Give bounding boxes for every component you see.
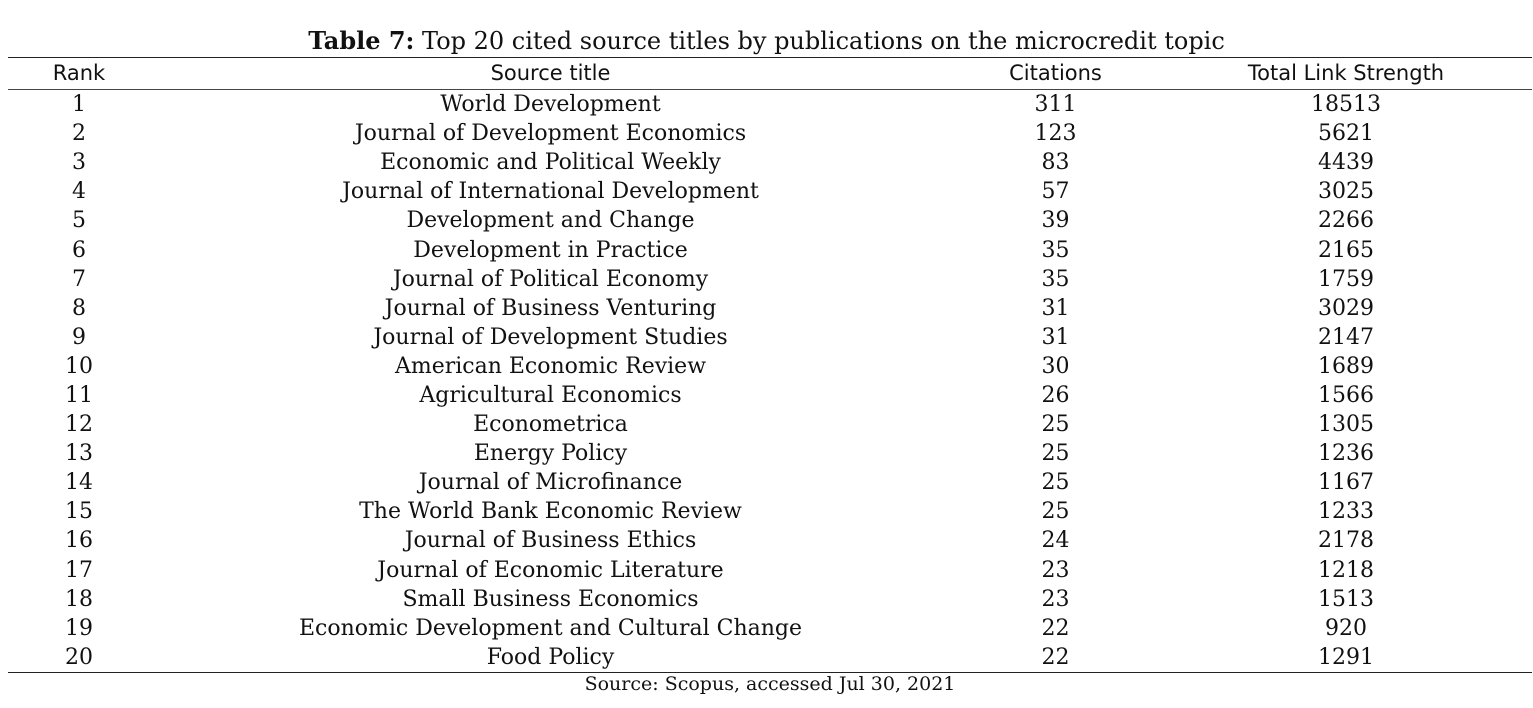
- cell-rank: 9: [72, 324, 86, 350]
- cell-source-title: Journal of Business Ethics: [404, 528, 697, 554]
- table-row: [8, 352, 1532, 381]
- table-row: [8, 468, 1532, 497]
- cell-citations: 22: [1041, 615, 1070, 641]
- cell-source-title: Journal of Microfinance: [418, 470, 683, 496]
- cell-total-link-strength: 1305: [1318, 412, 1374, 438]
- cell-citations: 123: [1034, 121, 1077, 147]
- cell-total-link-strength: 2178: [1318, 528, 1374, 554]
- cell-citations: 311: [1034, 92, 1077, 118]
- cell-citations: 25: [1041, 499, 1070, 525]
- table-row: [8, 526, 1532, 555]
- cell-rank: 13: [65, 441, 93, 467]
- cell-rank: 1: [72, 92, 86, 118]
- table-row: [8, 294, 1532, 323]
- cell-total-link-strength: 1236: [1318, 441, 1374, 467]
- cell-total-link-strength: 920: [1325, 615, 1367, 641]
- cell-source-title: The World Bank Economic Review: [359, 499, 742, 525]
- table-row: [8, 148, 1532, 177]
- cell-source-title: Energy Policy: [473, 441, 628, 467]
- cell-citations: 57: [1041, 179, 1070, 205]
- cell-rank: 4: [72, 179, 86, 205]
- cell-total-link-strength: 2147: [1318, 324, 1374, 350]
- cell-total-link-strength: 1167: [1318, 470, 1374, 496]
- header-rank: Rank: [52, 61, 106, 85]
- cell-rank: 11: [65, 382, 93, 408]
- table-caption-text: Top 20 cited source titles by publications on the microcredit topic: [422, 27, 1225, 55]
- table-row: [8, 497, 1532, 526]
- cell-citations: 23: [1041, 586, 1070, 612]
- cell-source-title: Econometrica: [473, 412, 628, 438]
- cell-total-link-strength: 2266: [1318, 208, 1374, 234]
- cell-source-title: Development in Practice: [413, 237, 688, 263]
- cell-total-link-strength: 1218: [1318, 557, 1374, 583]
- table-row: [8, 90, 1532, 120]
- cell-citations: 26: [1041, 382, 1070, 408]
- header-source-title: Source title: [490, 61, 611, 85]
- cell-citations: 23: [1041, 557, 1070, 583]
- cell-source-title: Development and Change: [406, 208, 695, 234]
- header-citations: Citations: [1009, 61, 1102, 85]
- source-note: Source: Scopus, accessed Jul 30, 2021: [584, 673, 956, 695]
- table-row: [8, 323, 1532, 352]
- table-row: [8, 265, 1532, 294]
- cell-source-title: Economic Development and Cultural Change: [298, 615, 803, 641]
- cell-total-link-strength: 5621: [1318, 121, 1374, 147]
- table-caption-label: Table 7:: [308, 26, 415, 55]
- table-caption: [0, 25, 1533, 57]
- cell-citations: 39: [1041, 208, 1070, 234]
- table-body: [8, 90, 1532, 673]
- cell-total-link-strength: 2165: [1318, 237, 1374, 263]
- cell-total-link-strength: 1566: [1318, 382, 1374, 408]
- cell-source-title: American Economic Review: [394, 353, 707, 379]
- cell-source-title: Journal of Development Economics: [354, 121, 747, 147]
- cell-total-link-strength: 3029: [1318, 295, 1374, 321]
- cell-rank: 16: [65, 528, 93, 554]
- cell-total-link-strength: 1759: [1318, 266, 1374, 292]
- table-row: [8, 614, 1532, 643]
- cell-source-title: Economic and Political Weekly: [380, 150, 721, 176]
- citations-table: [8, 57, 1532, 673]
- table-row: [8, 410, 1532, 439]
- cell-source-title: Journal of Economic Literature: [377, 557, 724, 583]
- cell-citations: 31: [1041, 295, 1070, 321]
- table-row: [8, 119, 1532, 148]
- table-row: [8, 381, 1532, 410]
- cell-source-title: Journal of Political Economy: [392, 266, 709, 292]
- cell-rank: 14: [65, 470, 93, 496]
- cell-citations: 83: [1041, 150, 1070, 176]
- table-header-row: [8, 58, 1532, 90]
- cell-citations: 35: [1041, 237, 1070, 263]
- cell-rank: 7: [72, 266, 86, 292]
- cell-rank: 5: [72, 208, 86, 234]
- table-row: [8, 643, 1532, 673]
- cell-source-title: Agricultural Economics: [419, 382, 682, 408]
- cell-citations: 31: [1041, 324, 1070, 350]
- cell-rank: 12: [65, 412, 93, 438]
- cell-rank: 2: [72, 121, 86, 147]
- cell-rank: 6: [72, 237, 86, 263]
- cell-source-title: World Development: [440, 92, 661, 118]
- table-row: [8, 206, 1532, 235]
- cell-source-title: Journal of International Development: [342, 179, 759, 205]
- cell-rank: 19: [65, 615, 93, 641]
- cell-citations: 25: [1041, 412, 1070, 438]
- cell-citations: 35: [1041, 266, 1070, 292]
- cell-rank: 18: [65, 586, 93, 612]
- table-row: [8, 556, 1532, 585]
- cell-total-link-strength: 1291: [1318, 644, 1374, 670]
- cell-source-title: Journal of Development Studies: [373, 324, 728, 350]
- cell-rank: 8: [72, 295, 86, 321]
- cell-source-title: Food Policy: [486, 644, 615, 670]
- cell-rank: 10: [65, 353, 93, 379]
- table-row: [8, 585, 1532, 614]
- cell-citations: 24: [1041, 528, 1070, 554]
- table-row: [8, 235, 1532, 264]
- header-total-link-strength: Total Link Strength: [1247, 61, 1445, 85]
- cell-citations: 30: [1041, 353, 1070, 379]
- cell-citations: 25: [1041, 470, 1070, 496]
- cell-rank: 17: [65, 557, 93, 583]
- cell-total-link-strength: 3025: [1318, 179, 1374, 205]
- cell-rank: 15: [65, 499, 93, 525]
- cell-total-link-strength: 1689: [1318, 353, 1374, 379]
- cell-total-link-strength: 1233: [1318, 499, 1374, 525]
- cell-total-link-strength: 1513: [1318, 586, 1374, 612]
- table-row: [8, 439, 1532, 468]
- cell-rank: 20: [65, 644, 93, 670]
- table-row: [8, 177, 1532, 206]
- cell-total-link-strength: 18513: [1311, 92, 1381, 118]
- cell-citations: 25: [1041, 441, 1070, 467]
- cell-source-title: Journal of Business Venturing: [384, 295, 717, 321]
- cell-total-link-strength: 4439: [1318, 150, 1374, 176]
- cell-rank: 3: [72, 150, 86, 176]
- cell-source-title: Small Business Economics: [402, 586, 699, 612]
- cell-citations: 22: [1041, 644, 1070, 670]
